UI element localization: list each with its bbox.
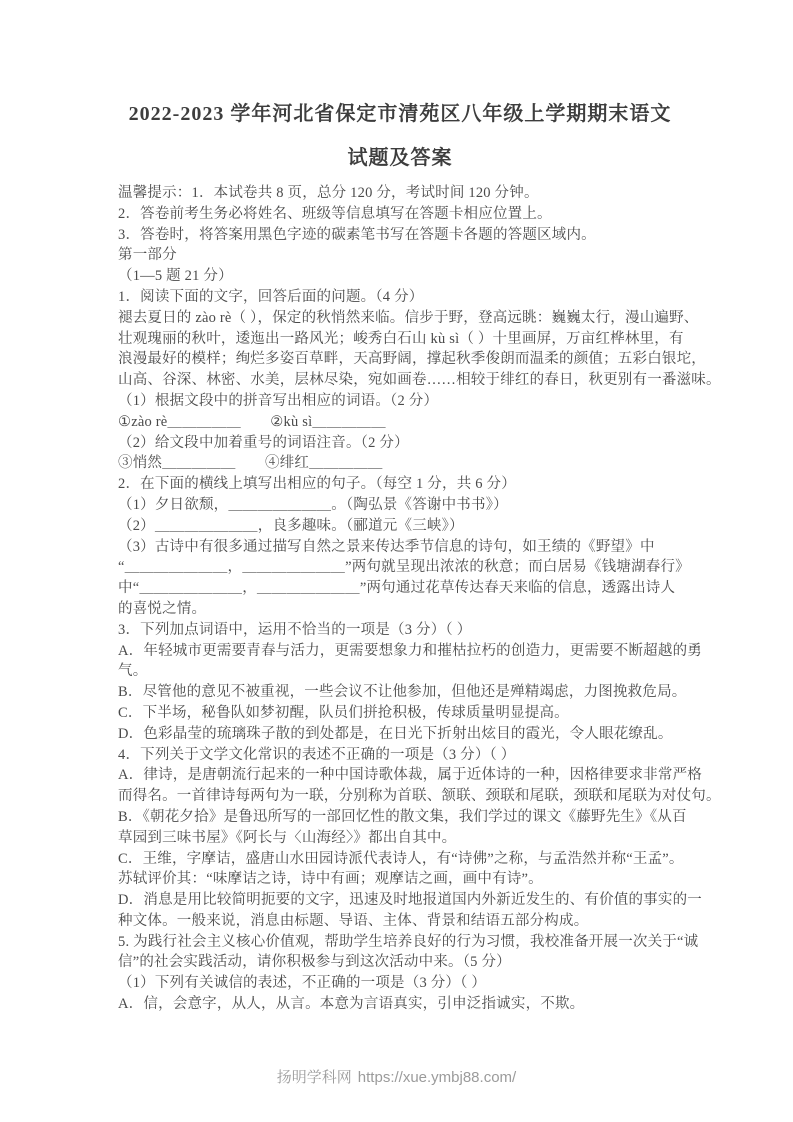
text-line: （1）根据文段中的拼音写出相应的词语。（2 分） <box>118 392 439 409</box>
text-line: （1）夕日欲颓，＿＿＿＿＿＿＿。（陶弘景《答谢中书书》） <box>118 496 508 513</box>
text-line: （3）古诗中有很多通过描写自然之景来传达季节信息的诗句，如王绩的《野望》中 <box>118 538 655 555</box>
text-line: 褪去夏日的 zào rè（ ），保定的秋悄然来临。信步于野，登高远眺：巍巍太行，漫山遍野、 <box>118 309 699 326</box>
text-line: ③悄然＿＿＿＿＿ ④绯红＿＿＿＿＿ <box>118 455 383 472</box>
footer-site-name: 扬明学科网 <box>276 1069 352 1086</box>
text-line: 浪漫最好的模样；绚烂多姿百草畔，天高野阔，撑起秋季俊朗而温柔的颜值；五彩白银坨， <box>118 351 706 368</box>
text-line: （1）下列有关诚信的表述，不正确的一项是（3 分）（ ） <box>118 975 487 992</box>
text-line: 草园到三味书屋》《阿长与〈山海经〉》都出自其中。 <box>118 829 457 846</box>
text-line: A．律诗，是唐朝流行起来的一种中国诗歌体裁，属于近体诗的一种，因格律要求非常严格 <box>118 767 702 784</box>
text-line: 而得名。一首律诗每两句为一联，分别称为首联、颔联、颈联和尾联，颈联和尾联为对仗句。 <box>118 788 721 805</box>
text-line: 中“＿＿＿＿＿＿＿，＿＿＿＿＿＿＿”两句通过花草传达春天来临的信息，透露出诗人 <box>118 580 676 597</box>
text-line: “＿＿＿＿＿＿＿，＿＿＿＿＿＿＿”两句就呈现出浓浓的秋意；而白居易《钱塘湖春行》 <box>118 559 690 576</box>
text-line: （1—5 题 21 分） <box>118 268 233 285</box>
text-line: A．年轻城市更需要青春与活力，更需要想象力和摧枯拉朽的创造力，更需要不断超越的勇 <box>118 642 702 659</box>
text-line: D．色彩晶莹的琉璃珠子散的到处都是，在日光下折射出炫目的霞光，令人眼花缭乱。 <box>118 725 673 742</box>
text-line: （2）＿＿＿＿＿＿＿，良多趣味。（郦道元《三峡》） <box>118 517 464 534</box>
document-body <box>118 183 721 1015</box>
text-line: 2．答卷前考生务必将姓名、班级等信息填写在答题卡相应位置上。 <box>118 205 552 222</box>
page-title <box>118 100 682 171</box>
text-line: B．尽管他的意见不被重视，一些会议不让他参加，但他还是殚精竭虑，力图挽救危局。 <box>118 684 687 701</box>
page-footer <box>0 1066 793 1087</box>
text-line: 温馨提示：1．本试卷共 8 页，总分 120 分，考试时间 120 分钟。 <box>118 185 539 201</box>
text-line: C．王维，字摩诘，盛唐山水田园诗派代表诗人，有“诗佛”之称，与孟浩然并称“王孟”。 <box>118 850 684 867</box>
text-line: （2）给文段中加着重号的词语注音。（2 分） <box>118 434 409 451</box>
text-line: ①zào rè＿＿＿＿＿ ②kù sì＿＿＿＿＿ <box>118 413 386 430</box>
text-line: 3．下列加点词语中，运用不恰当的一项是（3 分）（ ） <box>118 621 472 638</box>
text-line: 4．下列关于文学文化常识的表述不正确的一项是（3 分）（ ） <box>118 746 516 763</box>
text-line: 苏轼评价其：“味摩诘之诗，诗中有画；观摩诘之画，画中有诗”。 <box>118 871 543 888</box>
title-line-2: 试题及答案 <box>347 147 453 169</box>
text-line: 5. 为践行社会主义核心价值观，帮助学生培养良好的行为习惯，我校准备开展一次关于“诚 <box>118 933 699 950</box>
text-line: 第一部分 <box>118 247 177 264</box>
page-content <box>118 100 721 1015</box>
text-line: 的喜悦之情。 <box>118 600 207 617</box>
text-line: 壮观瑰丽的秋叶，逶迤出一路风光；峻秀白石山 kù sì（ ）十里画屏，万亩红桦林里，有 <box>118 330 684 347</box>
text-line: 信”的社会实践活动，请你积极参与到这次活动中来。（5 分） <box>118 954 511 971</box>
text-line: 气。 <box>118 663 148 680</box>
text-line: D．消息是用比较简明扼要的文字，迅速及时地报道国内外新近发生的、有价值的事实的一 <box>118 892 702 909</box>
text-line: 3．答卷时，将答案用黑色字迹的碳素笔书写在答题卡各题的答题区域内。 <box>118 226 596 243</box>
footer-url-link[interactable]: https://xue.ymbj88.com/ <box>357 1069 517 1086</box>
text-line: C．下半场，秘鲁队如梦初醒，队员们拼抢积极，传球质量明显提高。 <box>118 704 569 721</box>
text-line: 种文体。一般来说，消息由标题、导语、主体、背景和结语五部分构成。 <box>118 912 589 929</box>
text-line: A．信，会意字，从人，从言。本意为言语真实，引申泛指诚实，不欺。 <box>118 996 585 1013</box>
text-line: 山高、谷深、林密、水美，层林尽染，宛如画卷……相较于绯红的春日，秋更别有一番滋味。 <box>118 372 721 389</box>
text-line: 1．阅读下面的文字，回答后面的问题。（4 分） <box>118 288 424 305</box>
text-line: B．《朝花夕拾》是鲁迅所写的一部回忆性的散文集，我们学过的课文《藤野先生》《从百 <box>118 808 687 825</box>
title-line-1: 2022-2023 学年河北省保定市清苑区八年级上学期期末语文 <box>128 103 672 125</box>
text-line: 2．在下面的横线上填写出相应的句子。（每空 1 分，共 6 分） <box>118 476 516 493</box>
